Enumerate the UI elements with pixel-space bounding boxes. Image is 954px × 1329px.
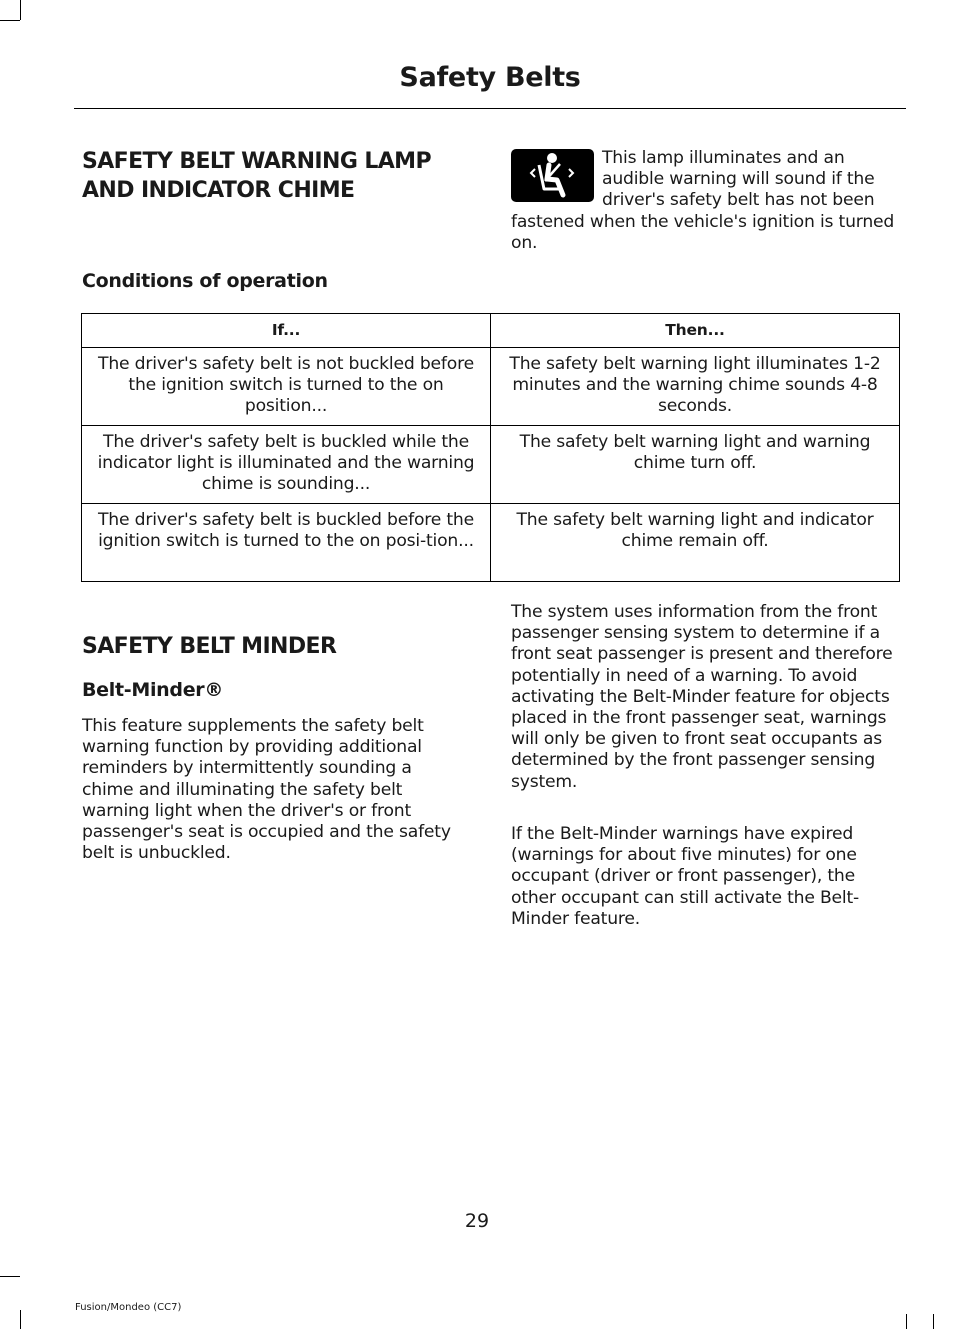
- column-header-then: Then...: [491, 314, 900, 348]
- footer-model-label: Fusion/Mondeo (CC7): [75, 1302, 182, 1313]
- page-title: Safety Belts: [399, 62, 581, 93]
- table-cell-then: The safety belt warning light and indicator chime remain off.: [491, 504, 900, 582]
- table-cell-then: The safety belt warning light illuminates 1-2 minutes and the warning chime sounds 4-8 seconds.: [491, 348, 900, 426]
- page-header: [74, 58, 906, 109]
- table-row: [82, 504, 900, 582]
- warning-lamp-heading: SAFETY BELT WARNING LAMP AND INDICATOR CHIME: [82, 149, 431, 203]
- minder-paragraph-3: If the Belt-Minder warnings have expired (warnings for about five minutes) for one occupant (driver or front passenger), the other occupant can still activate the Belt-Minder feature.: [511, 824, 860, 929]
- seatbelt-warning-icon: [511, 149, 594, 202]
- crop-mark-bottom-left-v: [20, 1310, 21, 1329]
- table-row: [82, 348, 900, 426]
- crop-mark-bottom-left-h: [0, 1276, 20, 1277]
- table-cell-if: The driver's safety belt is buckled while the indicator light is illuminated and the warning chime is sounding...: [82, 426, 491, 504]
- warning-lamp-description: This lamp illuminates and an audible warning will sound if the driver's safety belt has not been fastened when the vehicle's ignition is turned on.: [511, 148, 895, 253]
- conditions-heading: Conditions of operation: [82, 270, 328, 292]
- crop-mark-bottom-right-v1: [906, 1314, 907, 1329]
- minder-heading: SAFETY BELT MINDER: [82, 634, 337, 659]
- minder-paragraph-2: The system uses information from the front passenger sensing system to determine if a front seat passenger is present and therefore potentially in need of a warning. To avoid activating the Belt-Minder feature for objects placed in the front passenger seat, warnings will only be given to front seat occupants as determined by the front passenger sensing system.: [511, 602, 893, 792]
- table-cell-if: The driver's safety belt is buckled before the ignition switch is turned to the on posi-tion...: [82, 504, 491, 582]
- table-cell-if: The driver's safety belt is not buckled before the ignition switch is turned to the on position...: [82, 348, 491, 426]
- page-number: 29: [464, 1210, 490, 1232]
- table-header-row: [82, 314, 900, 348]
- table-row: [82, 426, 900, 504]
- column-header-if: If...: [82, 314, 491, 348]
- conditions-table: [81, 313, 900, 582]
- crop-mark-top-left-h: [0, 20, 20, 21]
- warning-lamp-description-block: [511, 148, 903, 254]
- minder-subheading: Belt-Minder®: [82, 679, 224, 701]
- crop-mark-bottom-right-v2: [933, 1314, 934, 1329]
- table-cell-then: The safety belt warning light and warning chime turn off.: [491, 426, 900, 504]
- crop-mark-top-left-v: [20, 0, 21, 20]
- minder-paragraph-1: This feature supplements the safety belt warning function by providing additional reminders by intermittently sounding a chime and illuminating the safety belt warning light when the driver's or front passenger's seat is occupied and the safety belt is unbuckled.: [82, 716, 451, 864]
